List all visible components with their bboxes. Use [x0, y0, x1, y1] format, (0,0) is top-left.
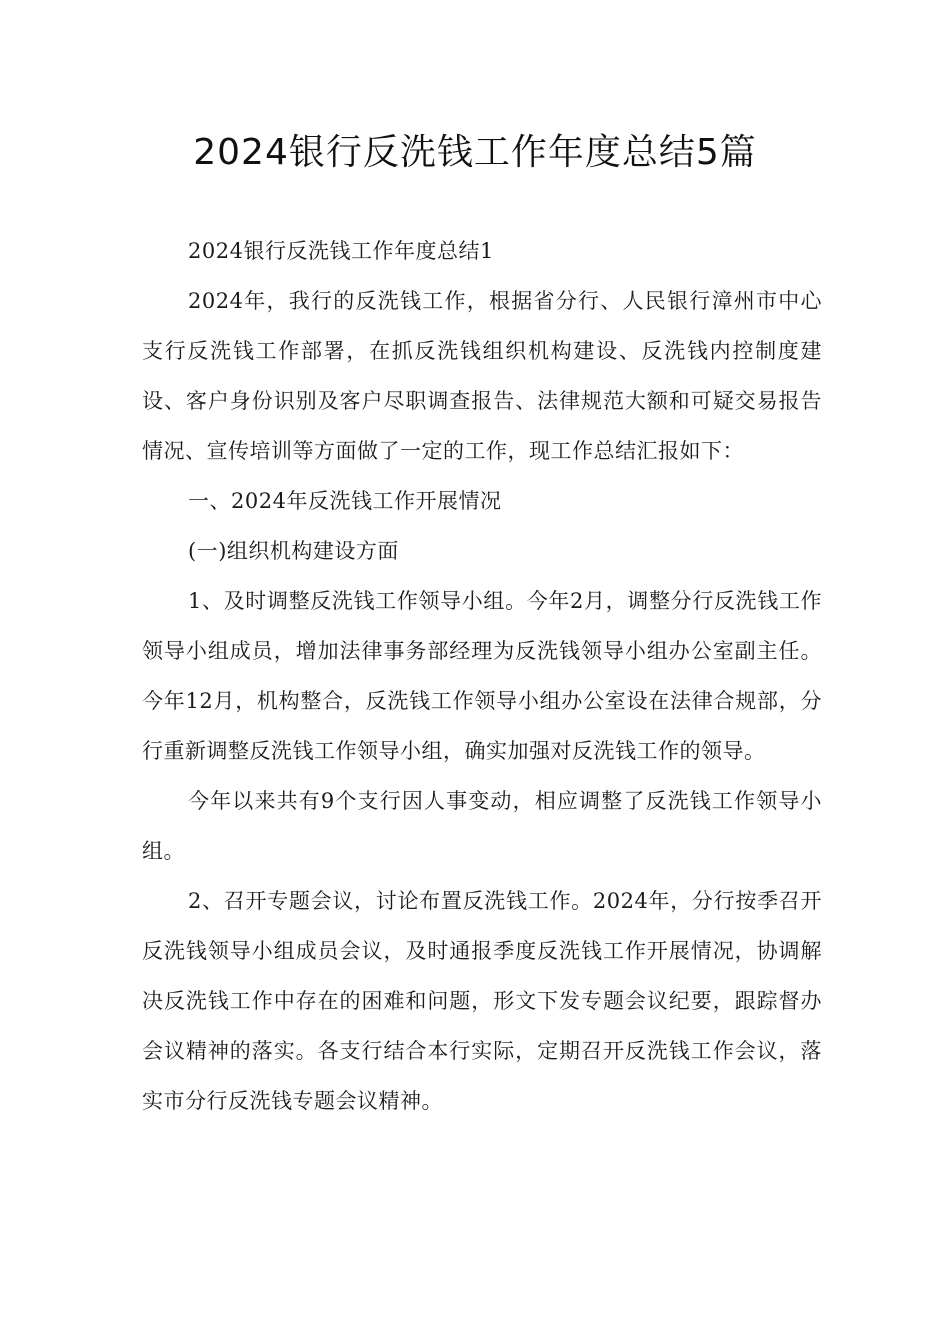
paragraph-branch-adjustment: 今年以来共有9个支行因人事变动，相应调整了反洗钱工作领导小组。 — [142, 789, 822, 863]
document-title: 2024银行反洗钱工作年度总结5篇 — [193, 132, 757, 173]
section-heading-work-status: 一、2024年反洗钱工作开展情况 — [188, 489, 502, 513]
intro-paragraph: 2024年，我行的反洗钱工作，根据省分行、人民银行漳州市中心支行反洗钱工作部署，在抓反洗钱组织机构建设、反洗钱内控制度建设、客户身份识别及客户尽职调查报告、法律规范大额和可疑交易报告情况、宣传培训等方面做了一定的工作，现工作总结汇报如下： — [142, 289, 822, 463]
section-heading-summary-1: 2024银行反洗钱工作年度总结1 — [188, 239, 494, 263]
subsection-heading-organization: (一)组织机构建设方面 — [188, 539, 399, 563]
paragraph-leadership-adjustment: 1、及时调整反洗钱工作领导小组。今年2月，调整分行反洗钱工作领导小组成员，增加法律事务部经理为反洗钱领导小组办公室副主任。今年12月，机构整合，反洗钱工作领导小组办公室设在法律合规部，分行重新调整反洗钱工作领导小组，确实加强对反洗钱工作的领导。 — [142, 589, 822, 763]
document-body — [142, 226, 822, 1126]
paragraph-special-meetings: 2、召开专题会议，讨论布置反洗钱工作。2024年，分行按季召开反洗钱领导小组成员会议，及时通报季度反洗钱工作开展情况，协调解决反洗钱工作中存在的困难和问题，形文下发专题会议纪要，跟踪督办会议精神的落实。各支行结合本行实际，定期召开反洗钱工作会议，落实市分行反洗钱专题会议精神。 — [142, 889, 822, 1113]
